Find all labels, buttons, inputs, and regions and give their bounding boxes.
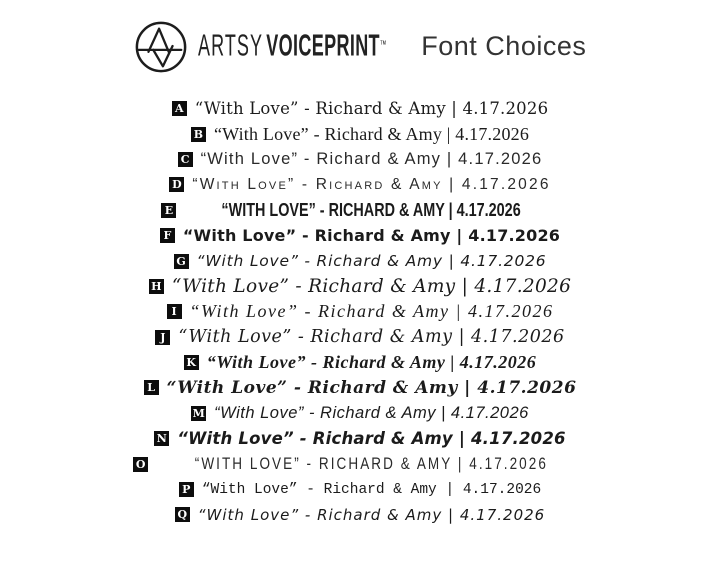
font-letter-badge: O: [133, 457, 148, 472]
font-sample-text: “With Love” - Richard & Amy | 4.17.2026: [206, 352, 537, 373]
font-option-k: [0, 350, 720, 375]
brand-artsy: ARTSY: [197, 28, 263, 63]
font-sample-text: “WITH LOVE” - RICHARD & AMY | 4.17.2026: [194, 454, 549, 473]
font-option-j: [0, 325, 720, 350]
font-letter-badge: A: [172, 101, 187, 116]
font-option-q: [0, 502, 720, 527]
brand-voiceprint: VOICEPRINT: [265, 28, 380, 63]
font-sample-text: “With Love” - Richard & Amy | 4.17.2026: [196, 252, 547, 271]
font-letter-badge: F: [160, 228, 175, 243]
font-option-l: [0, 375, 720, 400]
font-sample-text: “With Love” - Richard & Amy | 4.17.2026: [177, 429, 566, 449]
font-list: [0, 96, 720, 528]
font-letter-badge: G: [174, 254, 189, 269]
font-letter-badge: M: [192, 406, 205, 420]
artsy-voiceprint-logo-icon: [134, 20, 188, 74]
font-sample-text: “With Love” - Richard & Amy | 4.17.2026: [214, 403, 529, 422]
font-sample-text: “With Love” - Richard & Amy | 4.17.2026: [189, 301, 554, 322]
font-option-d: [0, 172, 720, 197]
font-sample-text: “WITH LOVE” - RICHARD & AMY | 4.17.2026: [221, 199, 522, 220]
font-sample-text: “With Love” - Richard & Amy | 4.17.2026: [192, 175, 551, 193]
font-sample-text: “With Love” - Richard & Amy | 4.17.2026: [197, 505, 546, 524]
font-option-p: [0, 477, 720, 502]
font-letter-badge: N: [154, 431, 169, 446]
trademark-symbol: ™: [379, 37, 387, 50]
font-sample-text: “With Love” - Richard & Amy | 4.17.2026: [213, 123, 530, 144]
font-option-h: [0, 274, 720, 299]
font-option-b: [0, 121, 720, 146]
font-option-o: [0, 451, 720, 476]
font-sample-text: “With Love” - Richard & Amy | 4.17.2026: [194, 99, 549, 119]
font-letter-badge: L: [144, 380, 159, 395]
font-option-n: [0, 426, 720, 451]
font-letter-badge: Q: [175, 507, 190, 522]
brand-name: [198, 28, 386, 63]
font-sample-text: “With Love” - Richard & Amy | 4.17.2026: [182, 226, 561, 246]
font-option-g: [0, 248, 720, 273]
font-letter-badge: D: [169, 177, 184, 192]
font-letter-badge: C: [178, 152, 193, 167]
font-option-c: [0, 147, 720, 172]
font-option-m: [0, 401, 720, 426]
font-letter-badge: I: [167, 304, 182, 319]
font-sample-text: “With Love” - Richard & Amy | 4.17.2026: [178, 327, 565, 348]
font-sample-text: “With Love” - Richard & Amy | 4.17.2026: [201, 481, 542, 498]
page-title: Font Choices: [421, 30, 587, 61]
font-sample-text: “With Love” - Richard & Amy | 4.17.2026: [200, 149, 543, 168]
font-letter-badge: P: [179, 482, 194, 497]
font-sample-text: “With Love” - Richard & Amy | 4.17.2026: [166, 377, 577, 398]
font-letter-badge: H: [149, 279, 164, 294]
font-letter-badge: J: [155, 330, 170, 345]
font-option-e: [0, 198, 720, 223]
font-option-a: [0, 96, 720, 121]
font-option-f: [0, 223, 720, 248]
font-letter-badge: B: [191, 127, 206, 142]
font-sample-text: “With Love” - Richard & Amy | 4.17.2026: [171, 275, 572, 297]
font-letter-badge: K: [184, 355, 199, 370]
header: [0, 0, 720, 74]
font-option-i: [0, 299, 720, 324]
font-letter-badge: E: [161, 203, 176, 218]
